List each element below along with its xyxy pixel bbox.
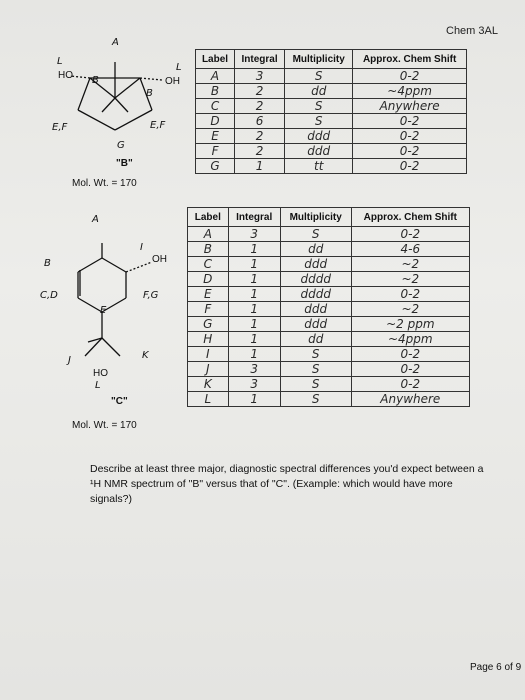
table-cell: 1 <box>228 332 280 347</box>
table-row <box>188 257 470 272</box>
table-cell: H <box>188 332 229 347</box>
column-header: Multiplicity <box>285 50 353 69</box>
table-cell: 2 <box>235 144 285 159</box>
table-row <box>188 377 470 392</box>
table-cell: 0-2 <box>351 362 469 377</box>
table-row <box>188 302 470 317</box>
table-cell: dd <box>280 332 351 347</box>
table-row <box>196 159 467 174</box>
column-header: Label <box>188 208 229 227</box>
column-header: Approx. Chem Shift <box>353 50 467 69</box>
molecule-b-ho-label: HO <box>58 70 73 81</box>
table-cell: ddd <box>285 129 353 144</box>
table-cell: S <box>285 69 353 84</box>
table-cell: I <box>188 347 229 362</box>
table-cell: L <box>188 392 229 407</box>
annotation-g: G <box>117 140 125 151</box>
annotation-k: K <box>142 350 149 361</box>
table-cell: A <box>188 227 229 242</box>
table-cell: ddd <box>285 144 353 159</box>
annotation-a: A <box>92 214 99 225</box>
column-header: Label <box>196 50 235 69</box>
annotation-fg: F,G <box>143 290 159 301</box>
table-cell: 0-2 <box>353 144 467 159</box>
table-cell: 3 <box>228 227 280 242</box>
column-header: Approx. Chem Shift <box>351 208 469 227</box>
table-cell: 1 <box>235 159 285 174</box>
table-cell: F <box>188 302 229 317</box>
table-cell: B <box>196 84 235 99</box>
table-cell: 0-2 <box>351 377 469 392</box>
molecule-c-structure <box>30 218 190 408</box>
column-header: Multiplicity <box>280 208 351 227</box>
table-cell: S <box>280 347 351 362</box>
table-cell: C <box>188 257 229 272</box>
table-cell: C <box>196 99 235 114</box>
table-cell: 0-2 <box>351 287 469 302</box>
table-cell: K <box>188 377 229 392</box>
table-cell: 0-2 <box>353 159 467 174</box>
table-cell: 1 <box>228 317 280 332</box>
annotation-e: E <box>100 305 107 316</box>
table-header-row <box>188 208 470 227</box>
table-cell: 1 <box>228 392 280 407</box>
annotation-j: J <box>68 355 71 366</box>
table-row <box>196 114 467 129</box>
table-cell: 0-2 <box>351 227 469 242</box>
table-cell: dd <box>280 242 351 257</box>
table-row <box>196 84 467 99</box>
table-cell: S <box>280 392 351 407</box>
table-row <box>188 287 470 302</box>
table-row <box>188 227 470 242</box>
molecule-c-name: "C" <box>111 396 128 407</box>
table-row <box>188 362 470 377</box>
molecule-c-ho-label: HO <box>93 368 108 379</box>
nmr-table-b <box>195 49 467 174</box>
table-cell: G <box>196 159 235 174</box>
table-cell: 1 <box>228 302 280 317</box>
table-cell: 2 <box>235 84 285 99</box>
table-row <box>188 332 470 347</box>
table-cell: 3 <box>235 69 285 84</box>
table-cell: S <box>285 114 353 129</box>
table-cell: D <box>188 272 229 287</box>
table-row <box>188 347 470 362</box>
table-cell: F <box>196 144 235 159</box>
table-header-row <box>196 50 467 69</box>
table-cell: 2 <box>235 129 285 144</box>
table-cell: E <box>196 129 235 144</box>
table-cell: S <box>280 362 351 377</box>
table-cell: 3 <box>228 377 280 392</box>
annotation-l: L <box>57 56 63 67</box>
table-cell: 0-2 <box>351 347 469 362</box>
nmr-table-c <box>187 207 470 407</box>
table-cell: ddd <box>280 302 351 317</box>
table-cell: 2 <box>235 99 285 114</box>
table-cell: dddd <box>280 272 351 287</box>
table-cell: E <box>188 287 229 302</box>
table-row <box>188 392 470 407</box>
table-cell: 0-2 <box>353 114 467 129</box>
annotation-b: B <box>146 88 153 99</box>
table-cell: dd <box>285 84 353 99</box>
table-cell: tt <box>285 159 353 174</box>
table-cell: 3 <box>228 362 280 377</box>
table-cell: G <box>188 317 229 332</box>
molecule-b-oh-label: OH <box>165 76 180 87</box>
table-row <box>196 129 467 144</box>
table-cell: J <box>188 362 229 377</box>
table-cell: 1 <box>228 242 280 257</box>
table-cell: 1 <box>228 287 280 302</box>
annotation-l: L <box>95 380 101 391</box>
molecule-c-oh-label: OH <box>152 254 167 265</box>
table-cell: ~2 ppm <box>351 317 469 332</box>
table-row <box>196 144 467 159</box>
molecule-c-mw: Mol. Wt. = 170 <box>72 420 137 431</box>
table-cell: D <box>196 114 235 129</box>
annotation-ef: E,F <box>52 122 68 133</box>
table-cell: 6 <box>235 114 285 129</box>
annotation-ef: E,F <box>150 120 166 131</box>
table-cell: ddd <box>280 257 351 272</box>
table-cell: ~2 <box>351 257 469 272</box>
table-cell: 1 <box>228 272 280 287</box>
annotation-i: I <box>140 242 143 253</box>
table-row <box>188 272 470 287</box>
table-cell: Anywhere <box>351 392 469 407</box>
table-cell: S <box>280 227 351 242</box>
annotation-b: B <box>44 258 51 269</box>
table-cell: dddd <box>280 287 351 302</box>
table-row <box>188 242 470 257</box>
table-row <box>188 317 470 332</box>
table-cell: S <box>285 99 353 114</box>
table-cell: ~4ppm <box>351 332 469 347</box>
table-cell: ~2 <box>351 272 469 287</box>
table-cell: 0-2 <box>353 129 467 144</box>
table-cell: 4-6 <box>351 242 469 257</box>
page-number: Page 6 of 9 <box>470 662 522 673</box>
table-row <box>196 99 467 114</box>
molecule-b-mw: Mol. Wt. = 170 <box>72 178 137 189</box>
annotation-a: A <box>112 37 119 48</box>
table-cell: 0-2 <box>353 69 467 84</box>
annotation-l: L <box>176 62 182 73</box>
table-cell: B <box>188 242 229 257</box>
table-cell: 1 <box>228 257 280 272</box>
annotation-b: B <box>92 75 99 86</box>
table-cell: ~4ppm <box>353 84 467 99</box>
table-cell: S <box>280 377 351 392</box>
table-row <box>196 69 467 84</box>
table-cell: ~2 <box>351 302 469 317</box>
table-cell: A <box>196 69 235 84</box>
column-header: Integral <box>228 208 280 227</box>
table-cell: ddd <box>280 317 351 332</box>
table-cell: 1 <box>228 347 280 362</box>
column-header: Integral <box>235 50 285 69</box>
course-title: Chem 3AL <box>446 25 498 37</box>
table-cell: Anywhere <box>353 99 467 114</box>
question-text: Describe at least three major, diagnostic spectral differences you'd expect between a ¹H NMR spectrum of "B" versus that of "C". (Example: which would have more signals?) <box>90 463 484 505</box>
annotation-cd: C,D <box>40 290 58 301</box>
molecule-b-name: "B" <box>116 158 133 169</box>
